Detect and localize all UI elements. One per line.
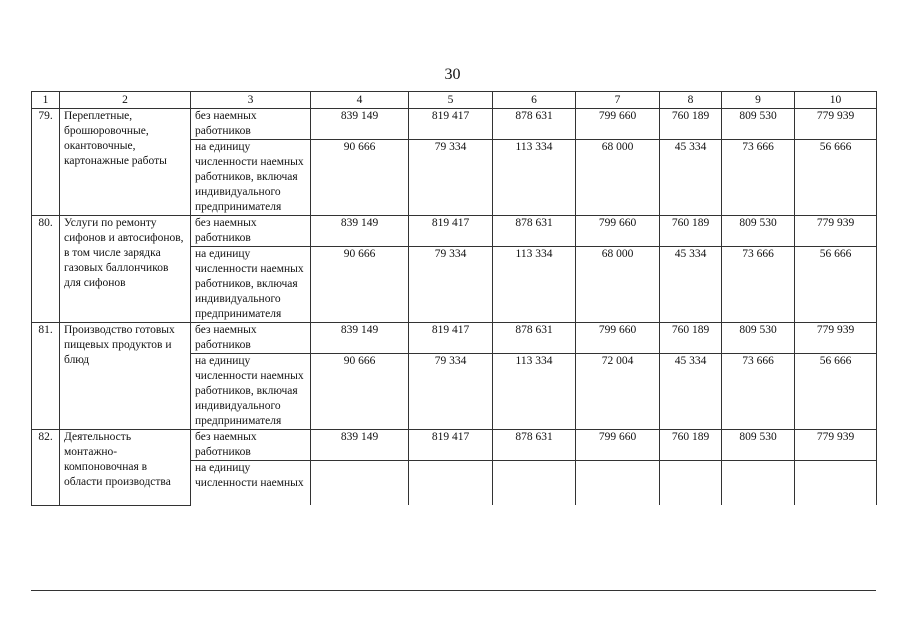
value-cell: 68 000 — [576, 140, 660, 216]
value-cell — [660, 461, 722, 506]
value-cell: 68 000 — [576, 247, 660, 323]
value-cell: 113 334 — [493, 247, 576, 323]
category-label: без наемных работников — [191, 323, 311, 354]
value-cell: 779 939 — [795, 216, 877, 247]
category-label — [191, 461, 311, 506]
row-number: 80. — [32, 216, 60, 323]
tariff-table — [31, 91, 877, 506]
category-label: на единицу численности наемных работников, включая индивидуального предпринимателя — [191, 354, 311, 430]
value-cell: 73 666 — [722, 140, 795, 216]
value-cell — [409, 461, 493, 506]
category-label: без наемных работников — [191, 109, 311, 140]
value-cell: 56 666 — [795, 140, 877, 216]
value-cell: 779 939 — [795, 323, 877, 354]
page-number: 30 — [444, 66, 461, 83]
value-cell: 113 334 — [493, 354, 576, 430]
value-cell: 79 334 — [409, 354, 493, 430]
value-cell: 45 334 — [660, 140, 722, 216]
category-label: на единицу численности наемных работников, включая индивидуального предпринимателя — [191, 247, 311, 323]
column-number: 10 — [795, 92, 877, 109]
activity-name: Услуги по ремонту сифонов и автосифонов, в том числе зарядка газовых баллончиков для сифонов — [60, 216, 191, 323]
category-label: без наемных работников — [191, 430, 311, 461]
activity-name: Деятельность монтажно-компоновочная в области производства — [60, 430, 191, 506]
value-cell: 79 334 — [409, 140, 493, 216]
row-number: 82. — [32, 430, 60, 506]
value-cell: 56 666 — [795, 247, 877, 323]
activity-name: Производство готовых пищевых продуктов и блюд — [60, 323, 191, 430]
value-cell: 90 666 — [311, 140, 409, 216]
category-label: на единицу численности наемных работников, включая индивидуального предпринимателя — [191, 140, 311, 216]
value-cell: 839 149 — [311, 430, 409, 461]
value-cell: 779 939 — [795, 430, 877, 461]
category-label: без наемных работников — [191, 216, 311, 247]
value-cell: 45 334 — [660, 354, 722, 430]
value-cell: 809 530 — [722, 323, 795, 354]
value-cell: 760 189 — [660, 323, 722, 354]
value-cell: 799 660 — [576, 109, 660, 140]
column-number-row — [32, 92, 877, 109]
value-cell: 809 530 — [722, 109, 795, 140]
value-cell: 760 189 — [660, 216, 722, 247]
value-cell — [493, 461, 576, 506]
row-number: 81. — [32, 323, 60, 430]
value-cell: 878 631 — [493, 216, 576, 247]
column-number: 3 — [191, 92, 311, 109]
column-number: 6 — [493, 92, 576, 109]
table-row — [32, 430, 877, 461]
category-label-text: на единицу численности наемных — [195, 462, 304, 489]
column-number: 4 — [311, 92, 409, 109]
value-cell: 73 666 — [722, 354, 795, 430]
value-cell: 839 149 — [311, 216, 409, 247]
value-cell — [576, 461, 660, 506]
column-number: 9 — [722, 92, 795, 109]
value-cell: 819 417 — [409, 430, 493, 461]
value-cell: 73 666 — [722, 247, 795, 323]
value-cell: 760 189 — [660, 430, 722, 461]
value-cell: 839 149 — [311, 323, 409, 354]
value-cell — [311, 461, 409, 506]
value-cell: 56 666 — [795, 354, 877, 430]
table-row — [32, 216, 877, 247]
value-cell: 819 417 — [409, 109, 493, 140]
value-cell: 878 631 — [493, 109, 576, 140]
value-cell: 799 660 — [576, 430, 660, 461]
value-cell: 72 004 — [576, 354, 660, 430]
value-cell — [722, 461, 795, 506]
value-cell: 90 666 — [311, 247, 409, 323]
value-cell: 45 334 — [660, 247, 722, 323]
value-cell: 878 631 — [493, 430, 576, 461]
table-row — [32, 323, 877, 354]
value-cell: 113 334 — [493, 140, 576, 216]
table-bottom-border — [31, 590, 876, 591]
table-row — [32, 109, 877, 140]
value-cell: 819 417 — [409, 216, 493, 247]
value-cell: 878 631 — [493, 323, 576, 354]
row-number: 79. — [32, 109, 60, 216]
column-number: 8 — [660, 92, 722, 109]
value-cell: 779 939 — [795, 109, 877, 140]
column-number: 5 — [409, 92, 493, 109]
value-cell: 79 334 — [409, 247, 493, 323]
value-cell: 799 660 — [576, 323, 660, 354]
value-cell: 760 189 — [660, 109, 722, 140]
value-cell: 809 530 — [722, 430, 795, 461]
value-cell: 839 149 — [311, 109, 409, 140]
value-cell — [795, 461, 877, 506]
value-cell: 799 660 — [576, 216, 660, 247]
column-number: 2 — [60, 92, 191, 109]
value-cell: 90 666 — [311, 354, 409, 430]
activity-name: Переплетные, брошюровочные, окантовочные, картонажные работы — [60, 109, 191, 216]
value-cell: 809 530 — [722, 216, 795, 247]
column-number: 1 — [32, 92, 60, 109]
column-number: 7 — [576, 92, 660, 109]
value-cell: 819 417 — [409, 323, 493, 354]
